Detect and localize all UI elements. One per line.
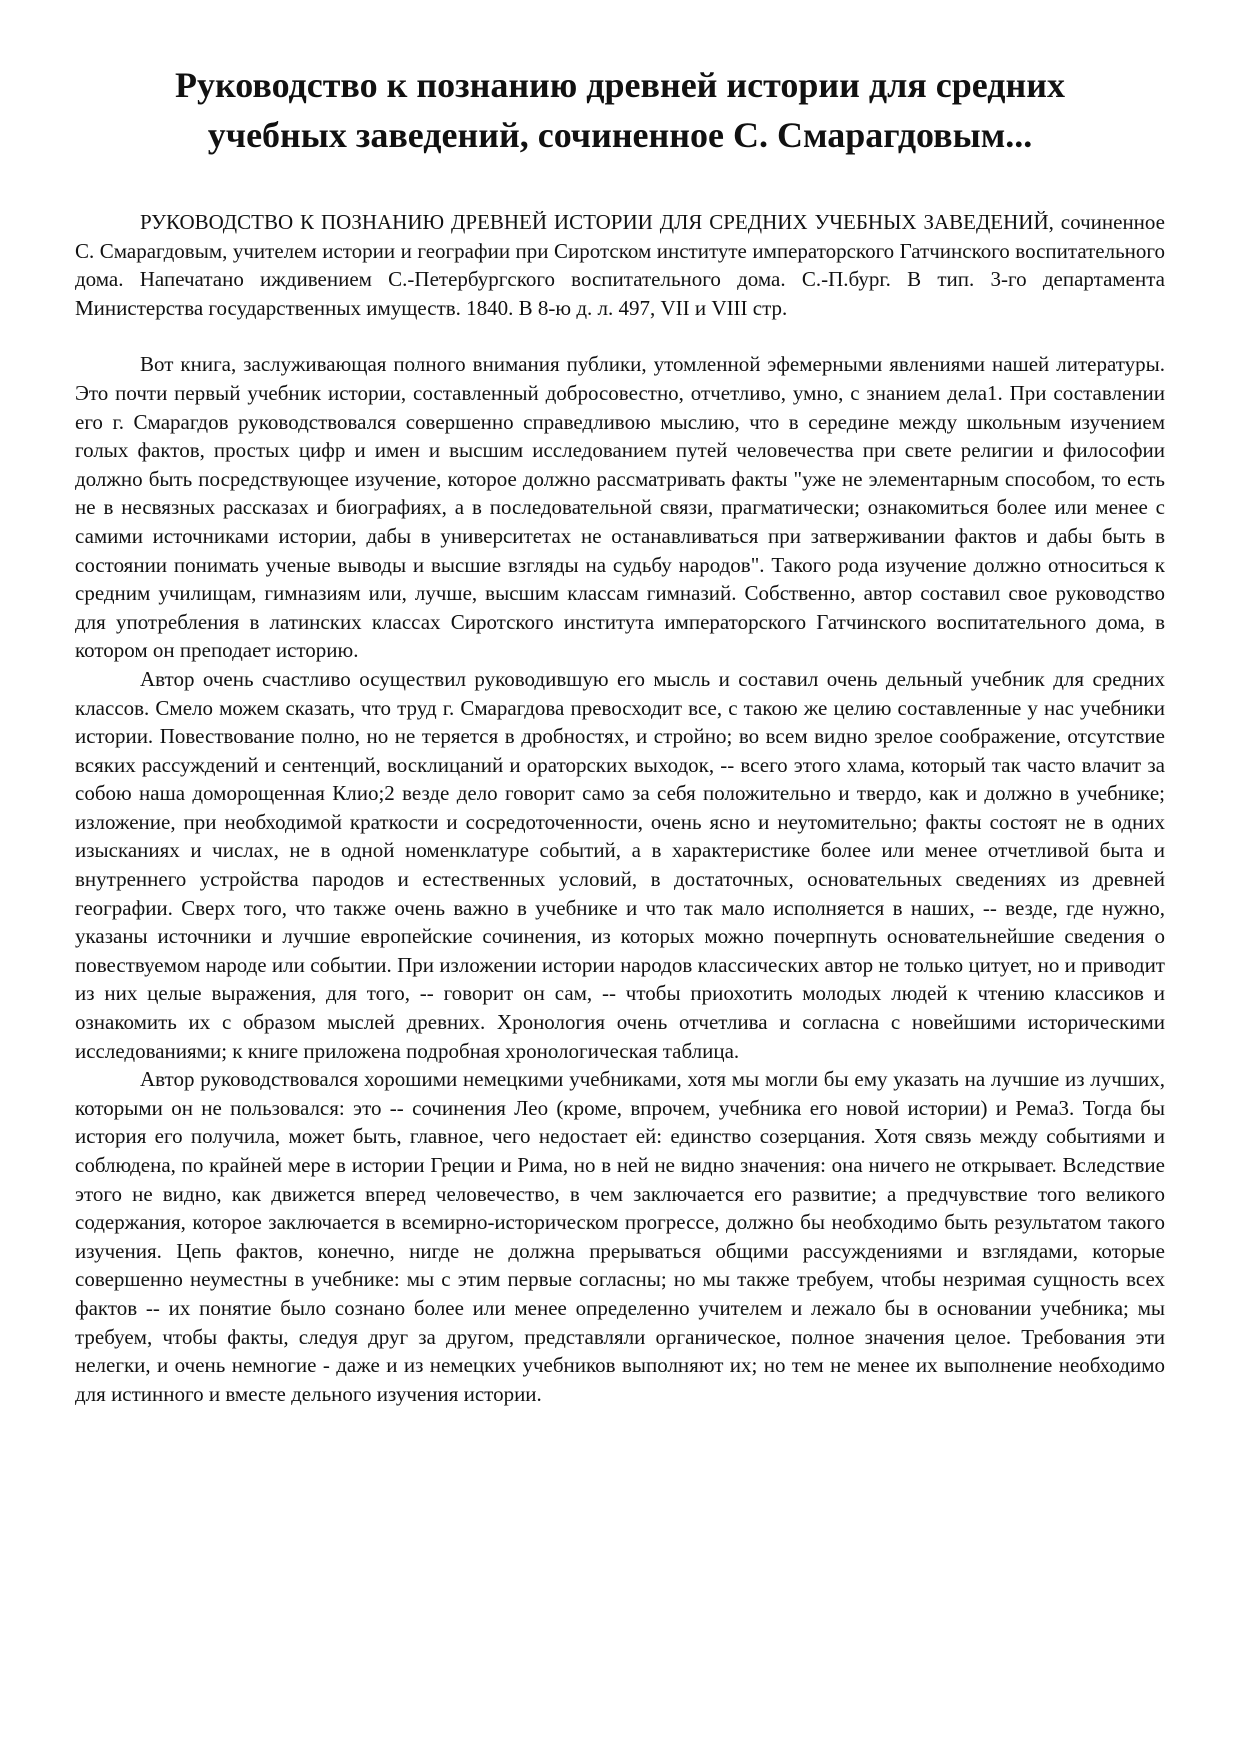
title-line: Руководство к познанию древней истории для средних [175,65,1065,105]
body-paragraph: Вот книга, заслуживающая полного внимания публики, утомленной эфемерными явлениями нашей литературы. Это почти первый учебник истории, составленный добросовестно, отчетливо, умно, с знанием дела1. При составлении его г. Смарагдов руководствовался совершенно справедливою мыслию, что в середине между школьным изучением голых фактов, простых цифр и имен и высшим исследованием путей человечества при свете религии и философии должно быть посредствующее изучение, которое должно рассматривать факты "уже не элементарным способом, то есть не в несвязных рассказах и биографиях, а в последовательной связи, прагматически; ознакомиться более или менее с самими источниками истории, дабы в университетах не останавливаться при затверживании фактов и дабы быть в состоянии понимать ученые выводы и высшие взгляды на судьбу народов". Такого рода изучение должно относиться к средним училищам, гимназиям или, лучше, высшим классам гимназий. Собственно, автор составил свое руководство для употребления в латинских классах Сиротского института императорского Гатчинского воспитательного дома, в котором он преподает историю. [75,352,1165,663]
title-line: учебных заведений, сочиненное С. Смарагдовым... [207,115,1033,155]
body-paragraph: Автор очень счастливо осуществил руководившую его мысль и составил очень дельный учебник для средних классов. Смело можем сказать, что труд г. Смарагдова превосходит все, с такою же целию составленные у нас учебники истории. Повествование полно, но не теряется в дробностях, и стройно; во всем видно зрелое соображение, отсутствие всяких рассуждений и сентенций, восклицаний и ораторских выходок, -- всего этого хлама, который так часто влачит за собою наша доморощенная Клио;2 везде дело говорит само за себя положительно и твердо, как и должно в учебнике; изложение, при необходимой краткости и сосредоточенности, очень ясно и неутомительно; факты состоят не в одних изысканиях и числах, не в одной номенклатуре событий, а в характеристике более или менее отчетливой быта и внутреннего устройства пародов и естественных условий, в достаточных, основательных сведениях из древней географии. Сверх того, что также очень важно в учебнике и что так мало исполняется в наших, -- везде, где нужно, указаны источники и лучшие европейские сочинения, из которых можно почерпнуть основательнейшие сведения о повествуемом народе или событии. При изложении истории народов классических автор не только цитует, но и приводит из них целые выражения, для того, -- говорит он сам, -- чтобы приохотить молодых людей к чтению классиков и ознакомить их с образом мыслей древних. Хронология очень отчетлива и согласна с новейшими историческими исследованиями; к книге приложена подробная хронологическая таблица. [75,666,1165,1063]
document-title [75,60,1165,160]
bibliographic-paragraph: РУКОВОДСТВО К ПОЗНАНИЮ ДРЕВНЕЙ ИСТОРИИ ДЛЯ СРЕДНИХ УЧЕБНЫХ ЗАВЕДЕНИЙ, сочиненное С. Смарагдовым, учителем истории и географии при Сиротском институте императорского Гатчинского воспитательного дома. Напечатано иждивением С.-Петербургского воспитательного дома. С.-П.бург. В тип. 3-го департамента Министерства государственных имуществ. 1840. В 8-ю д. л. 497, VII и VIII стр. [75,210,1165,320]
body-paragraph: Автор руководствовался хорошими немецкими учебниками, хотя мы могли бы ему указать на лучшие из лучших, которыми он не пользовался: это -- сочинения Лео (кроме, впрочем, учебника его новой истории) и Рема3. Тогда бы история его получила, может быть, главное, чего недостает ей: единство созерцания. Хотя связь между событиями и соблюдена, по крайней мере в истории Греции и Рима, но в ней не видно значения: она ничего не открывает. Вследствие этого не видно, как движется вперед человечество, в чем заключается его развитие; а предчувствие того великого содержания, которое заключается в всемирно-историческом прогрессе, должно бы необходимо быть результатом такого изучения. Цепь фактов, конечно, нигде не должна прерываться общими рассуждениями и взглядами, которые совершенно неуместны в учебнике: мы с этим первые согласны; но мы также требуем, чтобы незримая сущность всех фактов -- их понятие было сознано более или менее определенно учителем и лежало бы в основании учебника; мы требуем, чтобы факты, следуя друг за другом, представляли органическое, полное значения целое. Требования эти нелегки, и очень немногие - даже и из немецких учебников выполняют их; но тем не менее их выполнение необходимо для истинного и вместе дельного изучения истории. [75,1067,1165,1406]
document-body [75,208,1165,1408]
